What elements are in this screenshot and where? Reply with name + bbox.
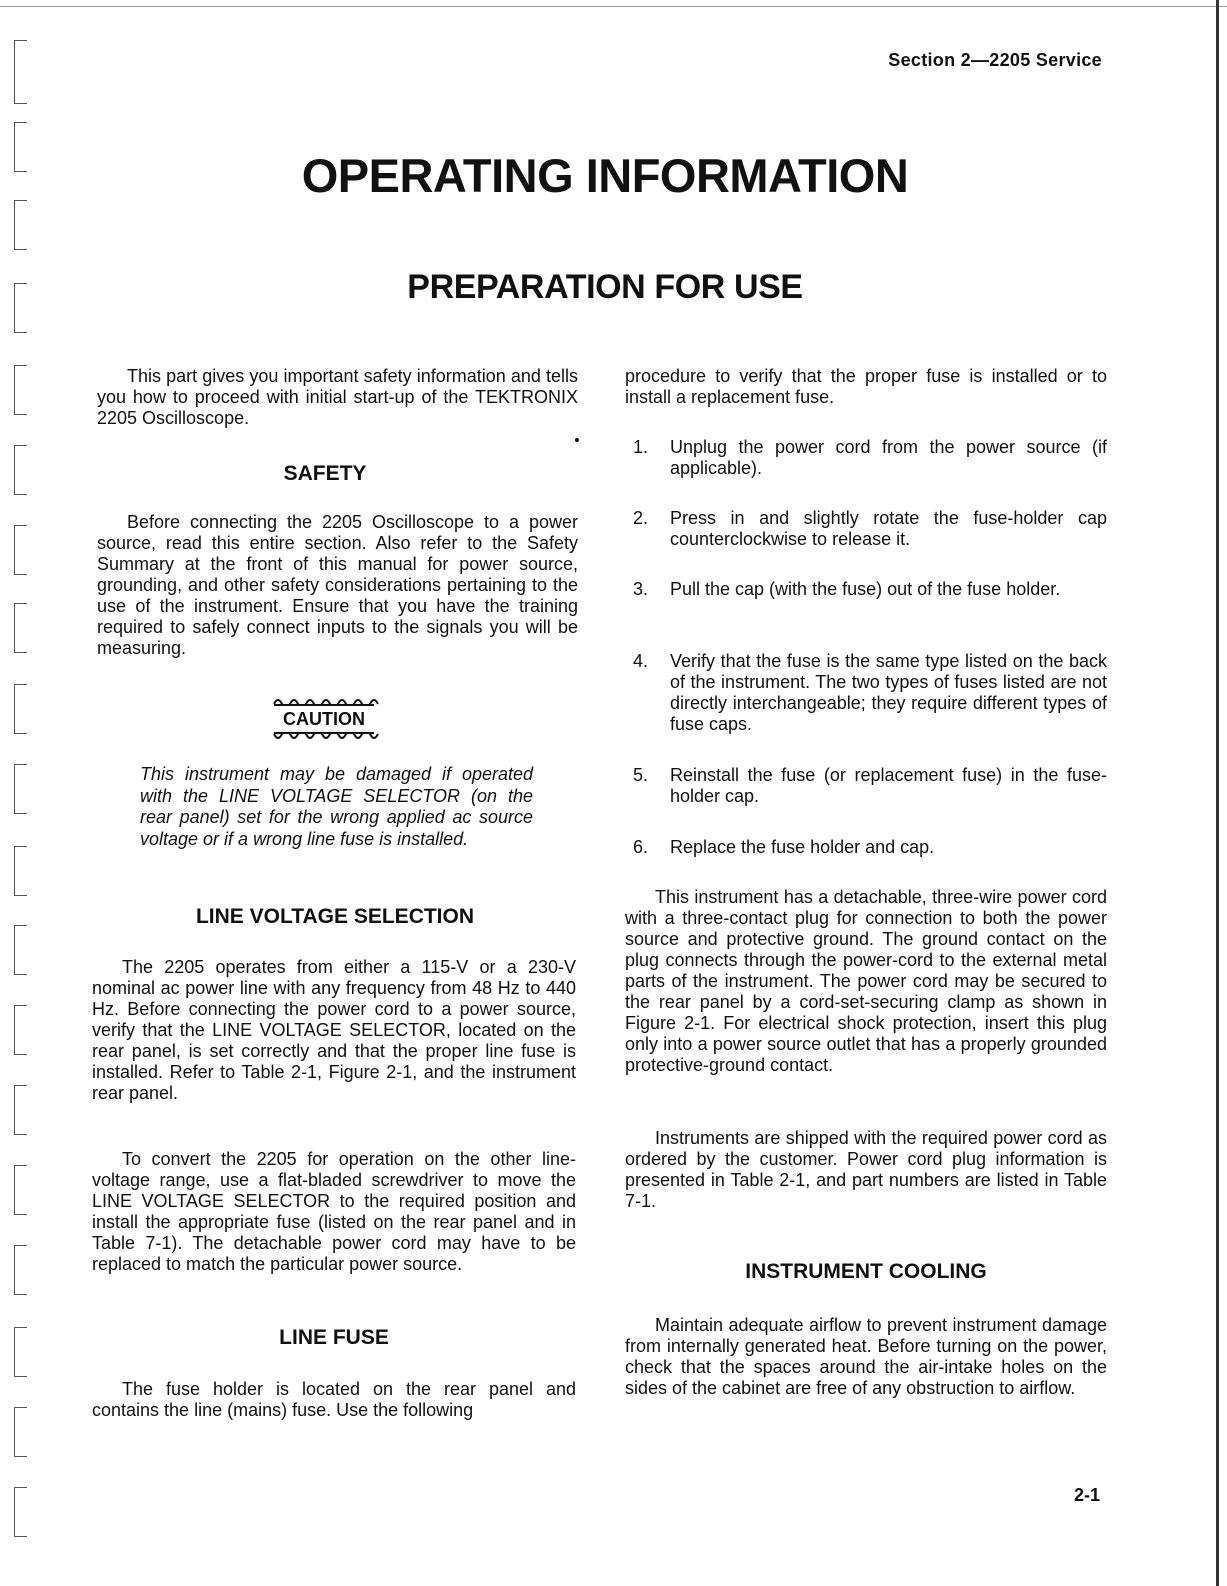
safety-text: Before connecting the 2205 Oscilloscope to a power source, read this entire section. Also refer to the Safety Summary at the front of this manual for power source, grounding, and other safety considerations pertaining to the use of the instrument. Ensure that you have the training required to safely connect inputs to the signals you will be measuring.: [97, 512, 578, 658]
cooling-text: Maintain adequate airflow to prevent instrument damage from internally generated heat. Before turning on the power, check that the spaces around the air-intake holes on the sides of the cabinet are free of any obstruction to airflow.: [625, 1315, 1107, 1398]
line-voltage-paragraph-1: [92, 957, 576, 1104]
binding-mark: [14, 1245, 27, 1295]
binding-mark: [14, 1487, 27, 1537]
line-fuse-text: The fuse holder is located on the rear panel and contains the line (mains) fuse. Use the following: [92, 1379, 576, 1420]
step-number: 1.: [633, 437, 649, 457]
line-voltage-heading: LINE VOLTAGE SELECTION: [195, 905, 475, 928]
page-number: 2-1: [1073, 1485, 1100, 1505]
step-number: 5.: [633, 765, 649, 785]
caution-label: [266, 694, 390, 744]
stray-dot: [575, 438, 579, 442]
caution-word: CAUTION: [274, 704, 374, 734]
step-text: Unplug the power cord from the power source (if applicable).: [670, 437, 1107, 478]
binding-mark: [14, 925, 27, 975]
line-voltage-paragraph-2: [92, 1149, 576, 1275]
binding-mark: [14, 365, 27, 415]
cooling-heading: INSTRUMENT COOLING: [745, 1260, 987, 1283]
binding-mark: [14, 846, 27, 896]
binding-mark: [14, 1407, 27, 1457]
step-text: Pull the cap (with the fuse) out of the fuse holder.: [670, 579, 1061, 599]
step-number: 4.: [633, 651, 649, 671]
page-title: OPERATING INFORMATION: [301, 149, 909, 202]
step-number: 2.: [633, 508, 649, 528]
power-cord-text-2: Instruments are shipped with the required power cord as ordered by the customer. Power cord plug information is presented in Table 2-1, and part numbers are listed in Table 7-1.: [625, 1128, 1107, 1211]
binding-mark: [14, 525, 27, 575]
caution-wave-bottom: [266, 732, 390, 742]
step-text: Verify that the fuse is the same type listed on the back of the instrument. The two types of fuses listed are not directly interchangeable; they require different types of fuse caps.: [670, 651, 1107, 734]
binding-mark: [14, 1165, 27, 1215]
binding-mark: [14, 445, 27, 495]
power-cord-paragraph-2: [625, 1128, 1107, 1212]
binding-mark: [14, 1085, 27, 1135]
scan-top-edge: [0, 6, 1227, 7]
section-header: Section 2—2205 Service: [888, 50, 1102, 70]
intro-paragraph: [97, 366, 578, 429]
step-number: 3.: [633, 579, 649, 599]
line-fuse-paragraph-cont: [625, 366, 1107, 408]
binding-mark: [14, 200, 27, 250]
step-text: Replace the fuse holder and cap.: [670, 837, 935, 857]
binding-mark: [14, 684, 27, 734]
binding-mark: [14, 1327, 27, 1377]
line-fuse-text-cont: procedure to verify that the proper fuse is installed or to install a replacement fuse.: [625, 366, 1107, 407]
binding-mark: [14, 1005, 27, 1055]
step-text: Reinstall the fuse (or replacement fuse) in the fuse-holder cap.: [670, 765, 1107, 806]
line-voltage-text-2: To convert the 2205 for operation on the other line-voltage range, use a flat-bladed screwdriver to move the LINE VOLTAGE SELECTOR to the required position and install the appropriate fuse (listed on the rear panel and in Table 7-1). The detachable power cord may have to be replaced to match the particular power source.: [92, 1149, 576, 1274]
step-text: Press in and slightly rotate the fuse-holder cap counterclockwise to release it.: [670, 508, 1107, 549]
line-fuse-paragraph: [92, 1379, 576, 1421]
line-voltage-text-1: The 2205 operates from either a 115-V or a 230-V nominal ac power line with any frequency from 48 Hz to 440 Hz. Before connecting the power cord to a power source, verify that the LINE VOLTAGE SELECTOR, located on the rear panel, is set correctly and that the proper line fuse is installed. Refer to Table 2-1, Figure 2-1, and the instrument rear panel.: [92, 957, 576, 1103]
page-subtitle: PREPARATION FOR USE: [407, 268, 803, 306]
power-cord-paragraph-1: [625, 887, 1107, 1076]
binding-mark: [14, 603, 27, 653]
caution-text: This instrument may be damaged if operated with the LINE VOLTAGE SELECTOR (on the rear panel) set for the wrong applied ac source voltage or if a wrong line fuse is installed.: [140, 764, 533, 849]
line-fuse-heading: LINE FUSE: [279, 1326, 389, 1349]
scan-right-edge: [1216, 0, 1219, 1586]
safety-paragraph: [97, 512, 578, 659]
intro-text: This part gives you important safety information and tells you how to proceed with initial start-up of the TEKTRONIX 2205 Oscilloscope.: [97, 366, 578, 428]
power-cord-text-1: This instrument has a detachable, three-wire power cord with a three-contact plug for connection to both the power source and protective ground. The ground contact on the plug connects through the power-cord to the external metal parts of the instrument. The power cord may be secured to the rear panel by a cord-set-securing clamp as shown in Figure 2-1. For electrical shock protection, insert this plug only into a power source outlet that has a properly grounded protective-ground contact.: [625, 887, 1107, 1075]
binding-mark: [14, 764, 27, 814]
binding-mark: [14, 40, 27, 104]
step-number: 6.: [633, 837, 649, 857]
cooling-paragraph: [625, 1315, 1107, 1399]
safety-heading: SAFETY: [283, 462, 367, 485]
